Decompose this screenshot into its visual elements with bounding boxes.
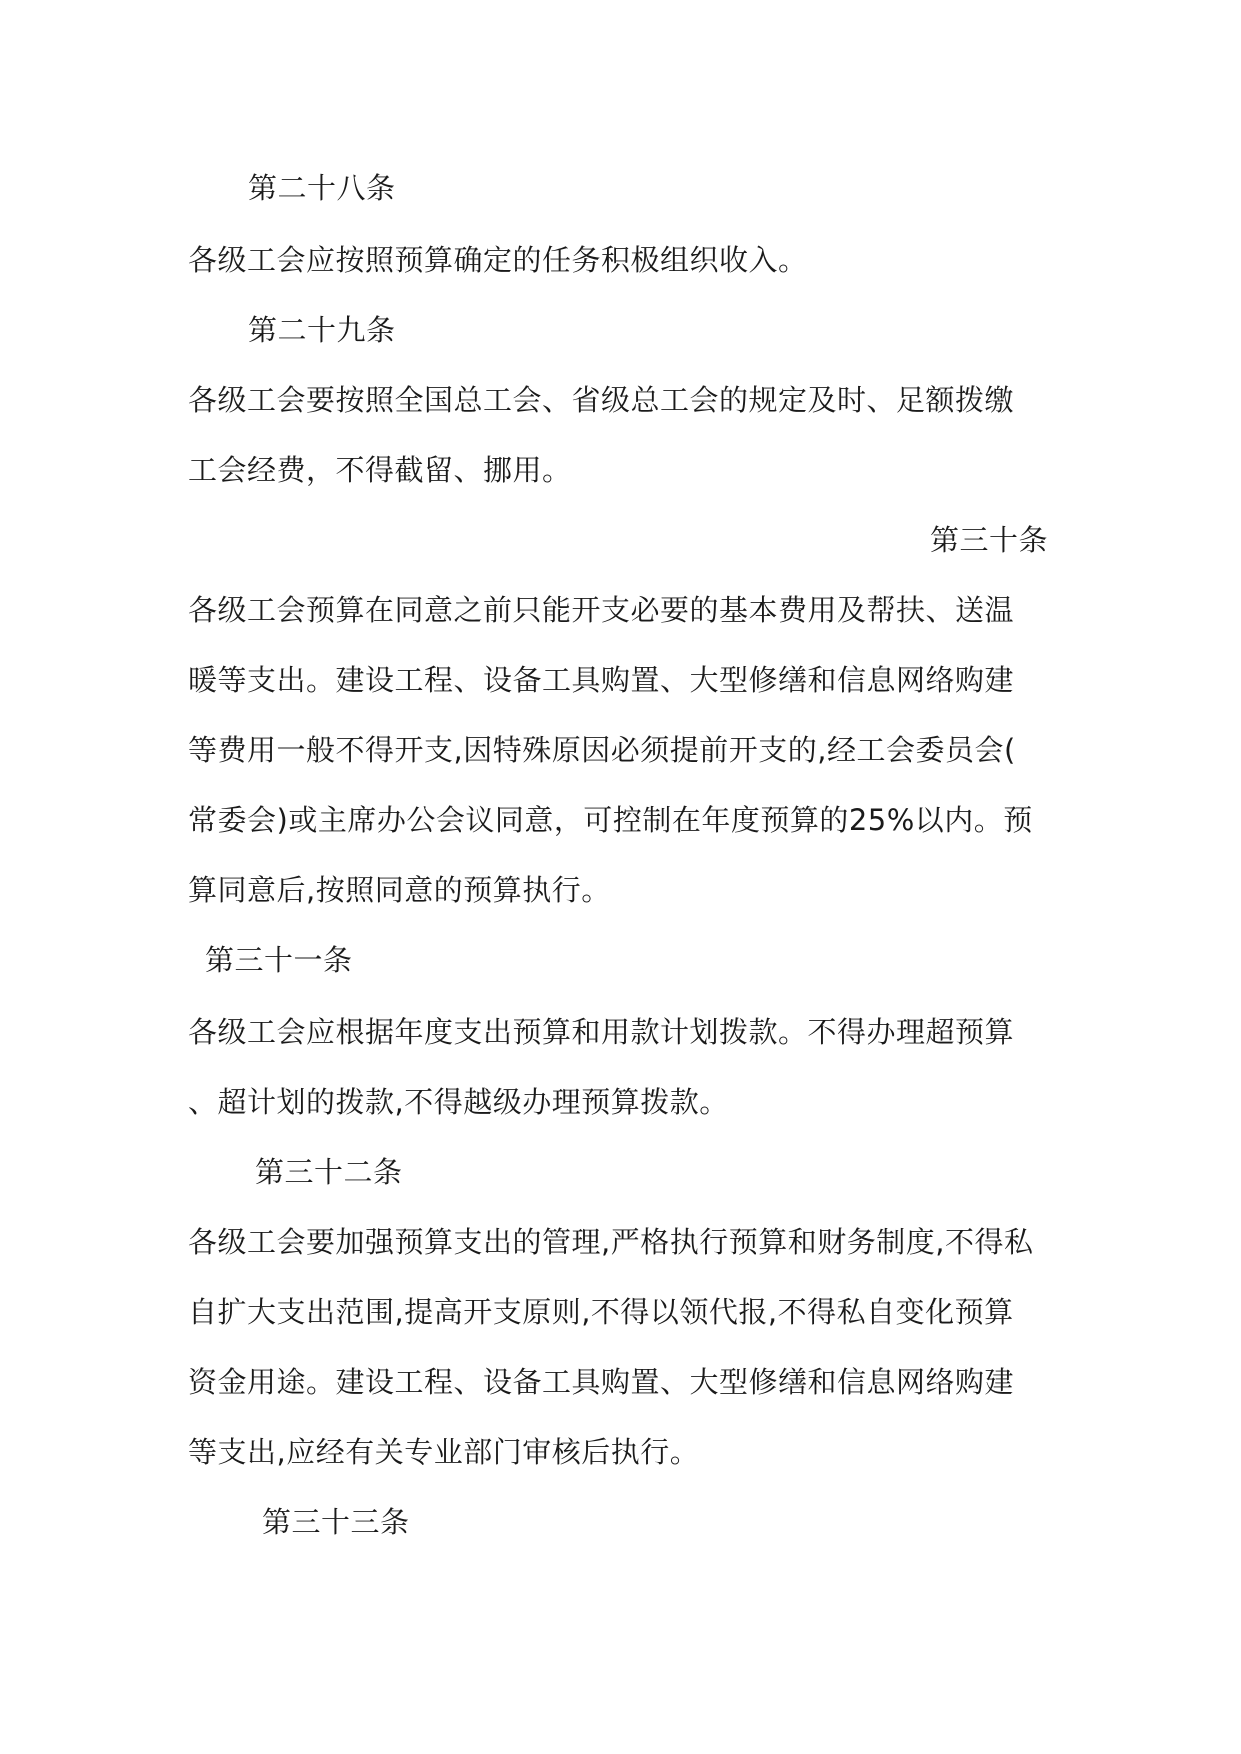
article-32-body-line-4: 等支出,应经有关专业部门审核后执行。 [188,1435,700,1469]
article-28-heading: 第二十八条 [248,171,396,205]
article-29-body-line-2: 工会经费，不得截留、挪用。 [188,453,572,487]
article-31-body-line-1: 各级工会应根据年度支出预算和用款计划拨款。不得办理超预算 [188,1015,1015,1049]
article-32-body-line-1: 各级工会要加强预算支出的管理,严格执行预算和财务制度,不得私 [188,1225,1034,1259]
article-32-body-line-3: 资金用途。建设工程、设备工具购置、大型修缮和信息网络购建 [188,1365,1015,1399]
article-32-heading: 第三十二条 [255,1155,403,1189]
article-30-body-line-4: 常委会)或主席办公会议同意，可控制在年度预算的25%以内。预 [188,803,1033,837]
article-30-body-line-5: 算同意后,按照同意的预算执行。 [188,873,611,907]
article-30-body-line-1: 各级工会预算在同意之前只能开支必要的基本费用及帮扶、送温 [188,593,1015,627]
article-29-body-line-1: 各级工会要按照全国总工会、省级总工会的规定及时、足额拨缴 [188,383,1015,417]
article-32-body-line-2: 自扩大支出范围,提高开支原则,不得以领代报,不得私自变化预算 [188,1295,1014,1329]
article-31-heading: 第三十一条 [205,943,353,977]
article-30-body-line-2: 暖等支出。建设工程、设备工具购置、大型修缮和信息网络购建 [188,663,1015,697]
article-30-heading: 第三十条 [930,523,1049,557]
article-29-heading: 第二十九条 [248,313,396,347]
article-33-heading: 第三十三条 [262,1505,410,1539]
article-30-body-line-3: 等费用一般不得开支,因特殊原因必须提前开支的,经工会委员会( [188,733,1016,767]
article-28-body-line-1: 各级工会应按照预算确定的任务积极组织收入。 [188,243,808,277]
article-31-body-line-2: 、超计划的拨款,不得越级办理预算拨款。 [188,1085,729,1119]
